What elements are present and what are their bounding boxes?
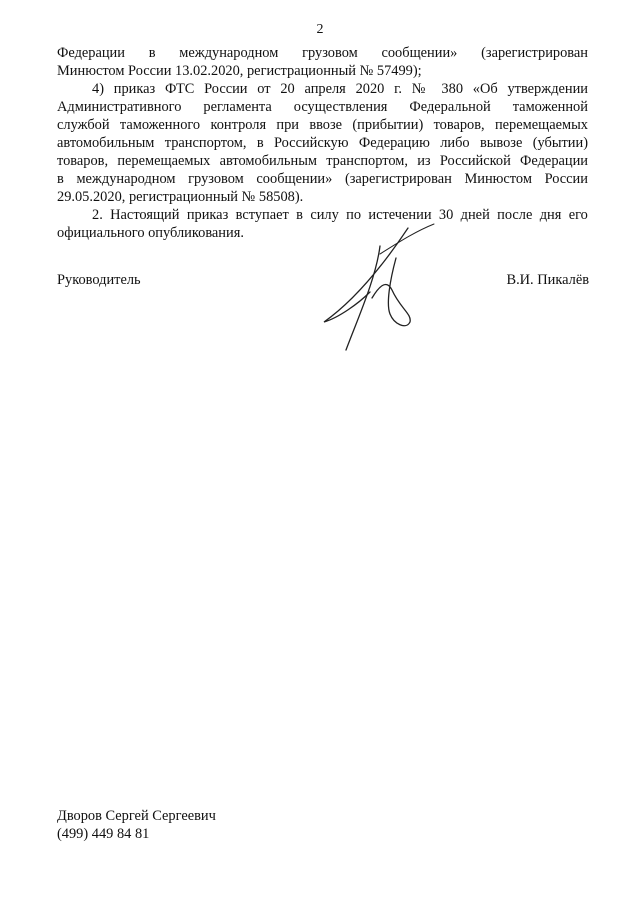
body-line-10: 2. Настоящий приказ вступает в силу по истечении 30 дней после дня его xyxy=(92,207,588,223)
executor-phone: (499) 449 84 81 xyxy=(57,826,150,842)
body-line-5: службой таможенного контроля при ввозе (прибытии) товаров, перемещаемых xyxy=(57,117,588,133)
signatory-name: В.И. Пикалёв xyxy=(506,272,589,288)
body-line-6: автомобильным транспортом, в Российскую Федерацию либо вывозе (убытии) xyxy=(57,135,588,151)
executor-name: Дворов Сергей Сергеевич xyxy=(57,808,216,824)
body-line-11: официального опубликования. xyxy=(57,225,244,241)
body-line-7: товаров, перемещаемых автомобильным транспортом, из Российской Федерации xyxy=(57,153,588,169)
page-number: 2 xyxy=(316,22,324,37)
body-line-1: Федерации в международном грузовом сообщении» (зарегистрирован xyxy=(57,45,588,61)
signatory-title: Руководитель xyxy=(57,272,141,288)
body-line-9: 29.05.2020, регистрационный № 58508). xyxy=(57,189,304,205)
body-line-2: Минюстом России 13.02.2020, регистрационный № 57499); xyxy=(57,63,422,79)
handwritten-signature xyxy=(318,218,438,358)
body-line-3: 4) приказ ФТС России от 20 апреля 2020 г. № 380 «Об утверждении xyxy=(92,81,588,97)
body-line-4: Административного регламента осуществления Федеральной таможенной xyxy=(57,99,588,115)
body-line-8: в международном грузовом сообщении» (зарегистрирован Минюстом России xyxy=(57,171,588,187)
